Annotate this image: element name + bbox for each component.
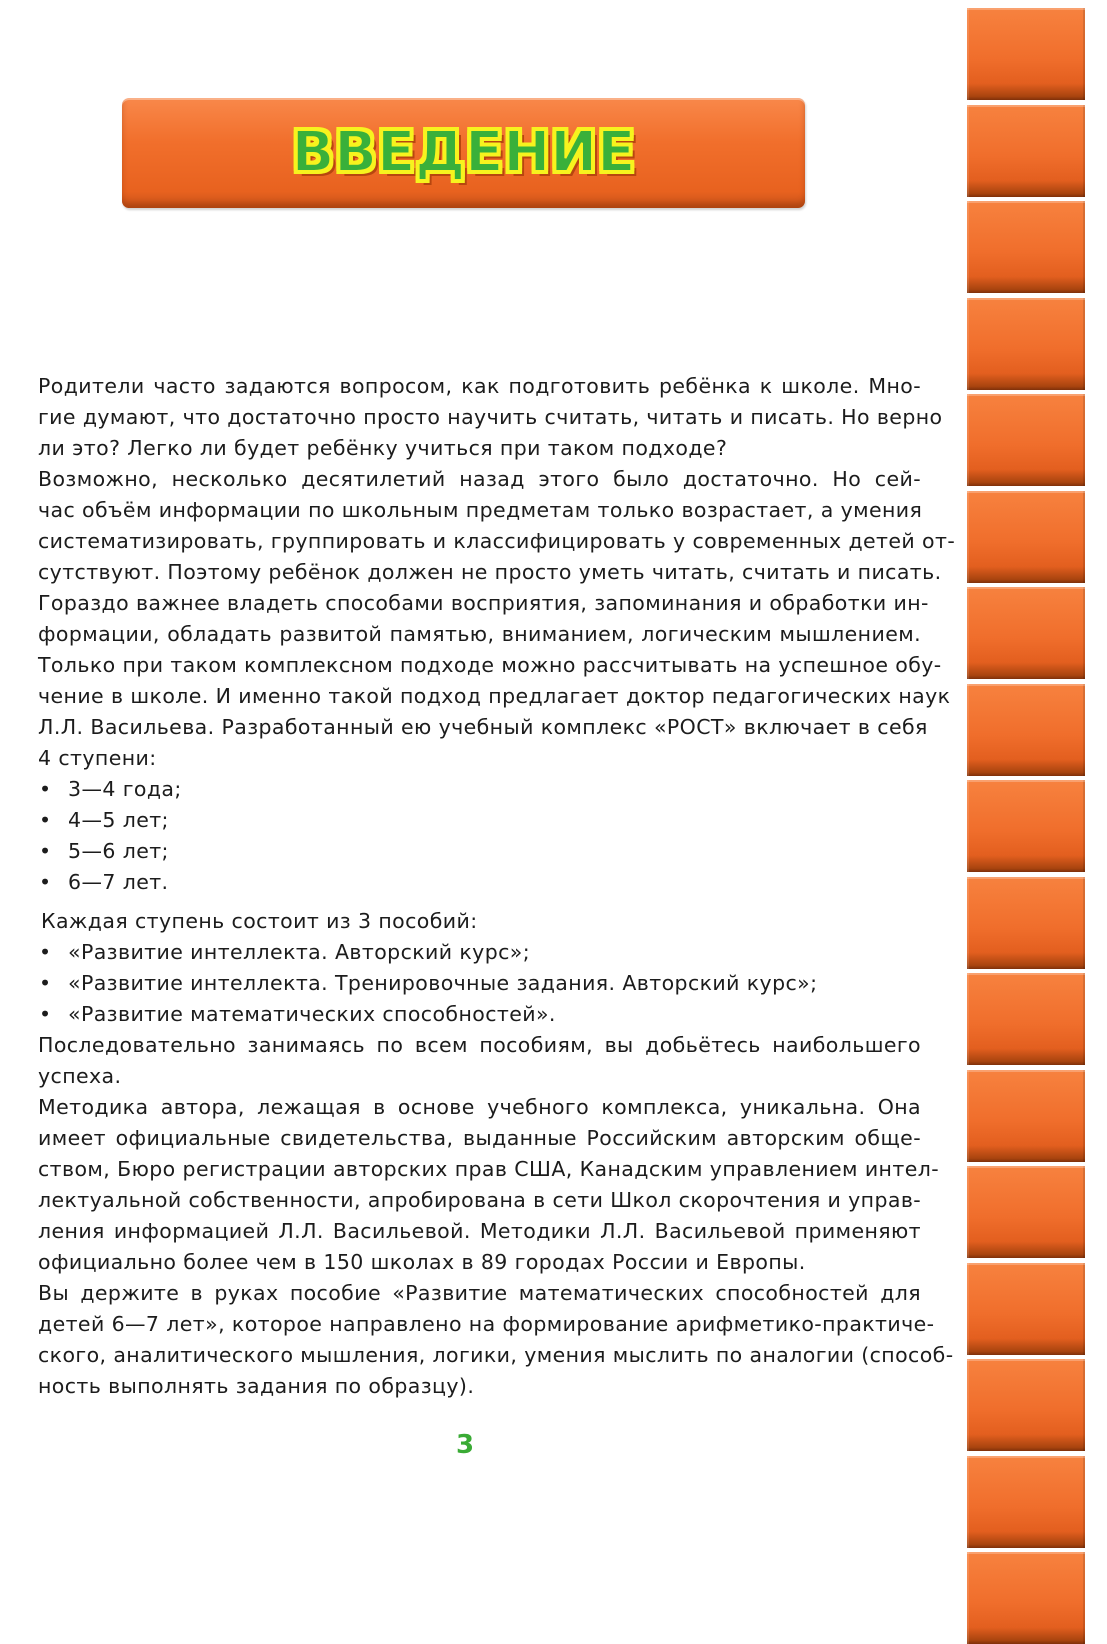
bullet-icon: • bbox=[39, 870, 52, 894]
strip-block bbox=[967, 105, 1085, 197]
strip-block bbox=[967, 684, 1085, 776]
strip-block bbox=[967, 394, 1085, 486]
list-item: • «Развитие математических способностей». bbox=[38, 999, 921, 1030]
text-line: Только при таком комплексном подходе можно рассчитывать на успешное обу- bbox=[38, 653, 942, 677]
strip-block bbox=[967, 780, 1085, 872]
list-item: • «Развитие интеллекта. Авторский курс»; bbox=[38, 937, 921, 968]
text-line: Гораздо важнее владеть способами восприятия, запоминания и обработки ин- bbox=[38, 591, 929, 615]
page-number: 3 bbox=[455, 1430, 475, 1460]
strip-block bbox=[967, 877, 1085, 969]
strip-block bbox=[967, 491, 1085, 583]
text-line: Вы держите в руках пособие «Развитие математических способностей для bbox=[38, 1281, 921, 1305]
list-item: • «Развитие интеллекта. Тренировочные задания. Авторский курс»; bbox=[38, 968, 921, 999]
list-item: • 3—4 года; bbox=[38, 774, 921, 805]
bullet-icon: • bbox=[39, 777, 52, 801]
bullet-icon: • bbox=[39, 940, 52, 964]
text-line: ского, аналитического мышления, логики, умения мыслить по аналогии (способ- bbox=[38, 1343, 954, 1367]
title-banner bbox=[122, 98, 805, 208]
strip-block bbox=[967, 1359, 1085, 1451]
body-text bbox=[38, 371, 956, 1402]
stages-list bbox=[38, 774, 921, 898]
strip-block bbox=[967, 1552, 1085, 1644]
text-line: чение в школе. И именно такой подход предлагает доктор педагогических наук bbox=[38, 684, 951, 708]
bullet-icon: • bbox=[39, 1002, 52, 1026]
text-line: формации, обладать развитой памятью, вниманием, логическим мышлением. bbox=[38, 622, 921, 646]
text-line: Возможно, несколько десятилетий назад этого было достаточно. Но сей- bbox=[38, 467, 921, 491]
text-line: сутствуют. Поэтому ребёнок должен не просто уметь читать, считать и писать. bbox=[38, 560, 942, 584]
strip-block bbox=[967, 1070, 1085, 1162]
text-line: успеха. bbox=[38, 1064, 122, 1088]
paragraph-1 bbox=[38, 371, 943, 464]
list-item: • 4—5 лет; bbox=[38, 805, 921, 836]
strip-block bbox=[967, 1166, 1085, 1258]
text-line: Последовательно занимаясь по всем пособиям, вы добьётесь наибольшего bbox=[38, 1033, 921, 1057]
bullet-icon: • bbox=[39, 808, 52, 832]
text-line: имеет официальные свидетельства, выданные Российским авторским обще- bbox=[38, 1126, 921, 1150]
text-line: Родители часто задаются вопросом, как подготовить ребёнка к школе. Мно- bbox=[38, 374, 921, 398]
strip-block bbox=[967, 8, 1085, 100]
text-line: официально более чем в 150 школах в 89 городах России и Европы. bbox=[38, 1250, 806, 1274]
text-line: гие думают, что достаточно просто научить считать, читать и писать. Но верно bbox=[38, 405, 943, 429]
paragraph-2 bbox=[38, 464, 956, 774]
manuals-intro: Каждая ступень состоит из 3 пособий: bbox=[41, 909, 478, 933]
text-line: час объём информации по школьным предметам только возрастает, а умения bbox=[38, 498, 923, 522]
text-line: ли это? Легко ли будет ребёнку учиться при таком подходе? bbox=[38, 436, 728, 460]
bullet-icon: • bbox=[39, 971, 52, 995]
list-item: • 5—6 лет; bbox=[38, 836, 921, 867]
paragraph-4 bbox=[38, 1092, 940, 1278]
decorative-side-strip bbox=[967, 8, 1087, 1585]
text-line: систематизировать, группировать и классифицировать у современных детей от- bbox=[38, 529, 956, 553]
strip-block bbox=[967, 1456, 1085, 1548]
strip-block bbox=[967, 973, 1085, 1065]
text-line: 4 ступени: bbox=[38, 746, 157, 770]
text-line: Л.Л. Васильева. Разработанный ею учебный комплекс «РОСТ» включает в себя bbox=[38, 715, 928, 739]
text-line: лектуальной собственности, апробирована в сети Школ скорочтения и управ- bbox=[38, 1188, 922, 1212]
strip-block bbox=[967, 201, 1085, 293]
manuals-list bbox=[38, 937, 921, 1030]
text-line: Методика автора, лежащая в основе учебного комплекса, уникальна. Она bbox=[38, 1095, 921, 1119]
bullet-icon: • bbox=[39, 839, 52, 863]
text-line: детей 6—7 лет», которое направлено на формирование арифметико-практиче- bbox=[38, 1312, 935, 1336]
strip-block bbox=[967, 298, 1085, 390]
paragraph-5 bbox=[38, 1278, 954, 1402]
list-item: • 6—7 лет. bbox=[38, 867, 921, 898]
strip-block bbox=[967, 1263, 1085, 1355]
strip-block bbox=[967, 587, 1085, 679]
paragraph-3 bbox=[38, 1030, 921, 1092]
text-line: ством, Бюро регистрации авторских прав США, Канадским управлением интел- bbox=[38, 1157, 940, 1181]
page-title: ВВЕДЕНИЕ bbox=[291, 120, 636, 185]
text-line: ления информацией Л.Л. Васильевой. Методики Л.Л. Васильевой применяют bbox=[38, 1219, 921, 1243]
text-line: ность выполнять задания по образцу). bbox=[38, 1374, 475, 1398]
